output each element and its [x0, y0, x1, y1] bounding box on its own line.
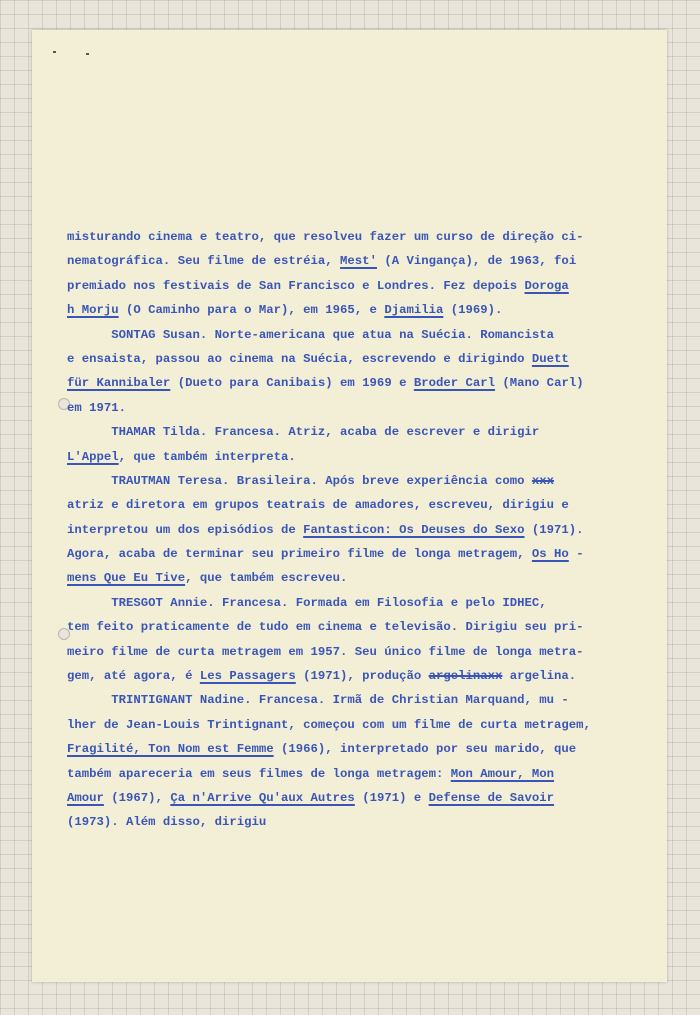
- text-segment: TRINTIGNANT Nadine. Francesa. Irmã de Christian Marquand, mu -: [67, 693, 569, 708]
- text-segment: em 1971.: [67, 400, 127, 415]
- text-line: [67, 420, 657, 444]
- text-line: [67, 298, 657, 322]
- text-segment: , que também interpreta.: [118, 449, 296, 464]
- underlined-title: Fragilité, Ton Nom est Femme: [67, 742, 274, 757]
- underlined-title: Defense de Savoir: [428, 790, 555, 805]
- text-segment: THAMAR Tilda. Francesa. Atriz, acaba de escrever e dirigir: [67, 425, 540, 440]
- underlined-title: Ça n'Arrive Qu'aux Autres: [170, 790, 355, 805]
- text-line: [67, 591, 657, 615]
- text-segment: lher de Jean-Louis Trintignant, começou com um filme de curta metragem,: [67, 717, 591, 732]
- text-segment: -: [568, 547, 584, 562]
- underlined-title: Doroga: [524, 278, 569, 293]
- underlined-title: Os Ho: [531, 547, 569, 562]
- text-line: [67, 518, 657, 542]
- text-line: [67, 445, 657, 469]
- text-segment: meiro filme de curta metragem em 1957. Seu único filme de longa metra-: [67, 644, 584, 659]
- underlined-title: L'Appel: [67, 449, 119, 464]
- text-segment: (Mano Carl): [495, 376, 584, 391]
- text-segment: interpretou um dos episódios de: [67, 522, 304, 537]
- typewritten-text: [67, 225, 657, 835]
- text-segment: tem feito praticamente de tudo em cinema e televisão. Dirigiu seu pri-: [67, 620, 584, 635]
- text-segment: (1969).: [443, 303, 503, 318]
- underlined-title: für Kannibaler: [67, 376, 171, 391]
- text-line: [67, 737, 657, 761]
- text-segment: (Dueto para Canibais) em 1969 e: [170, 376, 414, 391]
- text-segment: (A Vingança), de 1963, foi: [376, 254, 577, 269]
- text-segment: SONTAG Susan. Norte-americana que atua na Suécia. Romancista: [67, 327, 555, 342]
- underlined-title: Fantasticon: Os Deuses do Sexo: [303, 522, 525, 537]
- underlined-title: mens Que Eu Tive: [67, 571, 186, 586]
- text-segment: Agora, acaba de terminar seu primeiro filme de longa metragem,: [67, 547, 532, 562]
- text-line: [67, 493, 657, 517]
- text-segment: misturando cinema e teatro, que resolveu fazer um curso de direção ci-: [67, 230, 584, 244]
- underlined-title: Duett: [531, 351, 569, 366]
- underlined-title: h Morju: [67, 303, 119, 318]
- text-line: [67, 762, 657, 786]
- text-line: [67, 274, 657, 298]
- text-line: [67, 810, 657, 834]
- text-line: [67, 664, 657, 688]
- text-segment: premiado nos festivais de San Francisco e Londres. Fez depois: [67, 278, 525, 293]
- text-segment: argelina.: [502, 669, 577, 684]
- text-line: [67, 688, 657, 712]
- text-line: [67, 347, 657, 371]
- text-line: [67, 640, 657, 664]
- underlined-title: Broder Carl: [413, 376, 496, 391]
- text-line: [67, 615, 657, 639]
- underlined-title: Amour: [67, 790, 104, 805]
- text-segment: nematográfica. Seu filme de estréia,: [67, 254, 341, 269]
- text-line: [67, 249, 657, 273]
- paper-speck: [53, 51, 56, 53]
- text-line: [67, 396, 657, 420]
- text-line: [67, 566, 657, 590]
- underlined-title: Mest': [340, 254, 377, 269]
- text-segment: (1973). Além disso, dirigiu: [67, 815, 267, 830]
- text-segment: (1971) e: [354, 790, 429, 805]
- text-segment: TRAUTMAN Teresa. Brasileira. Após breve experiência como: [67, 473, 532, 488]
- text-segment: (1966), interpretado por seu marido, que: [273, 742, 577, 757]
- text-segment: e ensaista, passou ao cinema na Suécia, escrevendo e dirigindo: [67, 351, 532, 366]
- text-segment: TRESGOT Annie. Francesa. Formada em Filosofia e pelo IDHEC,: [67, 595, 547, 610]
- text-segment: (1967),: [103, 790, 171, 805]
- text-line: [67, 225, 657, 249]
- text-segment: (1971).: [524, 522, 584, 537]
- text-line: [67, 469, 657, 493]
- text-segment: (O Caminho para o Mar), em 1965, e: [118, 303, 385, 318]
- text-line: [67, 371, 657, 395]
- text-line: [67, 786, 657, 810]
- text-line: [67, 713, 657, 737]
- struck-out-text: xxx: [531, 473, 555, 488]
- underlined-title: Les Passagers: [199, 669, 296, 684]
- underlined-title: Djamilia: [384, 303, 444, 318]
- underlined-title: Mon Amour, Mon: [450, 766, 555, 781]
- text-segment: atriz e diretora em grupos teatrais de amadores, escreveu, dirigiu e: [67, 498, 569, 513]
- text-segment: também apareceria em seus filmes de longa metragem:: [67, 766, 451, 781]
- struck-out-text: argelinaxx: [428, 669, 503, 684]
- text-segment: (1971), produção: [295, 669, 429, 684]
- paper-speck: [86, 53, 89, 55]
- text-segment: , que também escreveu.: [185, 571, 348, 586]
- text-line: [67, 542, 657, 566]
- text-line: [67, 323, 657, 347]
- text-segment: gem, até agora, é: [67, 669, 200, 684]
